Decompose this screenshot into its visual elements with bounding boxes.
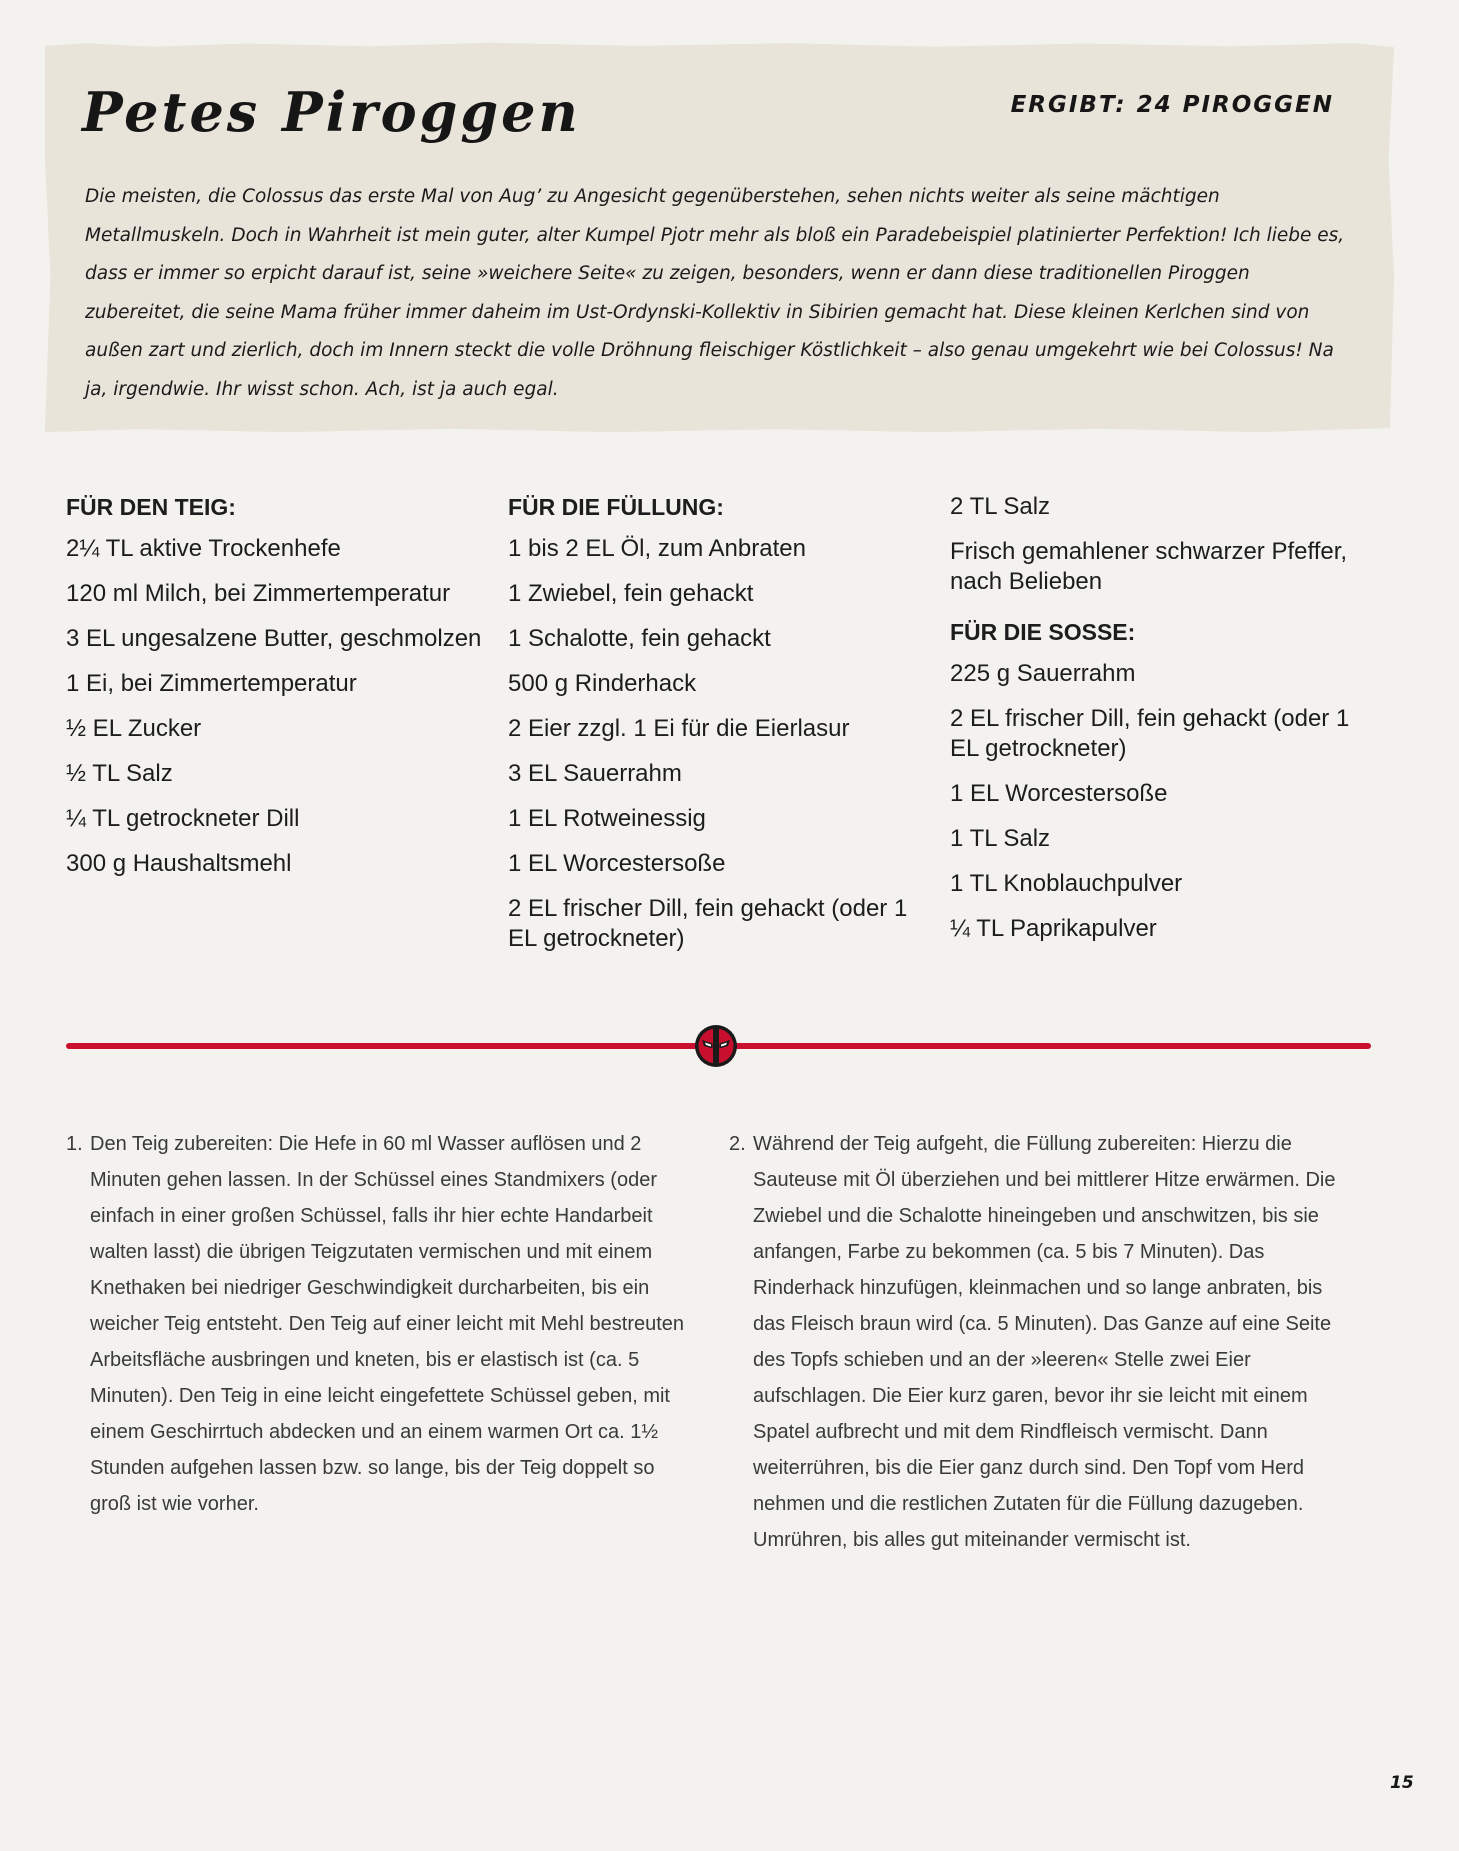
recipe-intro: Die meisten, die Colossus das erste Mal von Aug’ zu Angesicht gegenüberstehen, sehen nichts weiter als seine mächtigen Metallmuskeln. Doch in Wahrheit ist mein guter, alter Kumpel Pjotr mehr als bloß ein Paradebeispiel platinierter Perfektion! Ich liebe es, dass er immer so erpicht darauf ist, seine »weichere Seite« zu zeigen, besonders, wenn er dann diese traditionellen Piroggen zubereitet, die seine Mama früher immer daheim im Ust-Ordynski-Kollektiv in Sibirien gemacht hat. Diese kleinen Kerlchen sind von außen zart und zierlich, doch im Innern steckt die volle Dröhnung fleischiger Köstlichkeit – also genau umgekehrt wie bei Colossus! Na ja, irgendwie. Ihr wisst schon. Ach, ist ja auch egal. bbox=[85, 186, 1345, 400]
step-number: 2. bbox=[729, 1133, 746, 1155]
ingredient-item: 2 Eier zzgl. 1 Ei für die Eierlasur bbox=[508, 715, 850, 742]
ingredient-item: 1 EL Worcestersoße bbox=[508, 850, 726, 877]
ingredient-item: ½ EL Zucker bbox=[66, 715, 202, 742]
instruction-step-1 bbox=[66, 1126, 691, 1522]
instruction-step-2 bbox=[729, 1126, 1354, 1558]
ingredients-filling-column bbox=[508, 492, 928, 969]
ingredient-item: 120 ml Milch, bei Zimmertemperatur bbox=[66, 580, 451, 607]
ingredient-item: 2 EL frischer Dill, fein gehackt (oder 1 EL getrockneter) bbox=[950, 705, 1350, 762]
sauce-heading: FÜR DIE SOSSE: bbox=[950, 619, 1136, 645]
ingredient-item: 1 TL Knoblauchpulver bbox=[950, 870, 1183, 897]
ingredients-dough-column bbox=[66, 492, 486, 894]
filling-heading: FÜR DIE FÜLLUNG: bbox=[508, 494, 724, 520]
ingredient-item: ¼ TL getrockneter Dill bbox=[66, 805, 300, 832]
ingredient-item: 1 TL Salz bbox=[950, 825, 1051, 852]
recipe-yield: ERGIBT: 24 PIROGGEN bbox=[1010, 92, 1334, 118]
ingredient-item: 2 TL Salz bbox=[950, 493, 1051, 520]
ingredient-item: 1 Schalotte, fein gehackt bbox=[508, 625, 771, 652]
ingredient-item: 3 EL Sauerrahm bbox=[508, 760, 682, 787]
ingredient-item: 1 Zwiebel, fein gehackt bbox=[508, 580, 754, 607]
ingredient-item: 1 EL Rotweinessig bbox=[508, 805, 706, 832]
ingredient-item: 300 g Haushaltsmehl bbox=[66, 850, 292, 877]
ingredient-item: 1 bis 2 EL Öl, zum Anbraten bbox=[508, 535, 806, 562]
step-text: Den Teig zubereiten: Die Hefe in 60 ml Wasser auflösen und 2 Minuten gehen lassen. In der Schüssel eines Standmixers (oder einfach in einer großen Schüssel, falls ihr hier echte Handarbeit walten lasst) die übrigen Teigzutaten vermischen und mit einem Knethaken bei niedriger Geschwindigkeit durcharbeiten, bis ein weicher Teig entsteht. Den Teig auf einer leicht mit Mehl bestreuten Arbeitsfläche ausbringen und kneten, bis er elastisch ist (ca. 5 Minuten). Den Teig in eine leicht eingefettete Schüssel geben, mit einem Geschirrtuch abdecken und an einem warmen Ort ca. 1½ Stunden aufgehen lassen bzw. so lange, bis der Teig doppelt so groß ist wie vorher. bbox=[90, 1133, 685, 1515]
ingredient-item: ¼ TL Paprikapulver bbox=[950, 915, 1157, 942]
ingredient-item: 2 EL frischer Dill, fein gehackt (oder 1 EL getrockneter) bbox=[508, 895, 908, 952]
ingredient-item: 3 EL ungesalzene Butter, geschmolzen bbox=[66, 625, 482, 652]
recipe-title: Petes Piroggen bbox=[82, 80, 581, 144]
ingredient-item: 1 Ei, bei Zimmertemperatur bbox=[66, 670, 357, 697]
dough-heading: FÜR DEN TEIG: bbox=[66, 494, 236, 520]
step-number: 1. bbox=[66, 1133, 83, 1155]
step-text: Während der Teig aufgeht, die Füllung zubereiten: Hierzu die Sauteuse mit Öl überziehen und bei mittlerer Hitze erwärmen. Die Zwiebel und die Schalotte hineingeben und anschwitzen, bis sie anfangen, Farbe zu bekommen (ca. 5 bis 7 Minuten). Das Rinderhack hinzufügen, kleinmachen und so lange anbraten, bis das Fleisch braun wird (ca. 5 Minuten). Das Ganze auf eine Seite des Topfs schieben und an der »leeren« Stelle zwei Eier aufschlagen. Die Eier kurz garen, bevor ihr sie leicht mit einem Spatel aufbrecht und mit dem Rindfleisch vermischt. Dann weiterrühren, bis die Eier ganz durch sind. Den Topf vom Herd nehmen und die restlichen Zutaten für die Füllung dazugeben. Umrühren, bis alles gut miteinander vermischt ist. bbox=[753, 1133, 1336, 1551]
page-number: 15 bbox=[1390, 1773, 1414, 1793]
ingredient-item: 2¼ TL aktive Trockenhefe bbox=[66, 535, 341, 562]
deadpool-emblem-icon bbox=[694, 1024, 738, 1068]
ingredient-item: 1 EL Worcestersoße bbox=[950, 780, 1168, 807]
ingredient-item: 500 g Rinderhack bbox=[508, 670, 697, 697]
ingredient-item: Frisch gemahlener schwarzer Pfeffer, nach Belieben bbox=[950, 538, 1348, 595]
ingredient-item: 225 g Sauerrahm bbox=[950, 660, 1136, 687]
ingredient-item: ½ TL Salz bbox=[66, 760, 173, 787]
ingredients-sauce-column bbox=[950, 492, 1370, 959]
